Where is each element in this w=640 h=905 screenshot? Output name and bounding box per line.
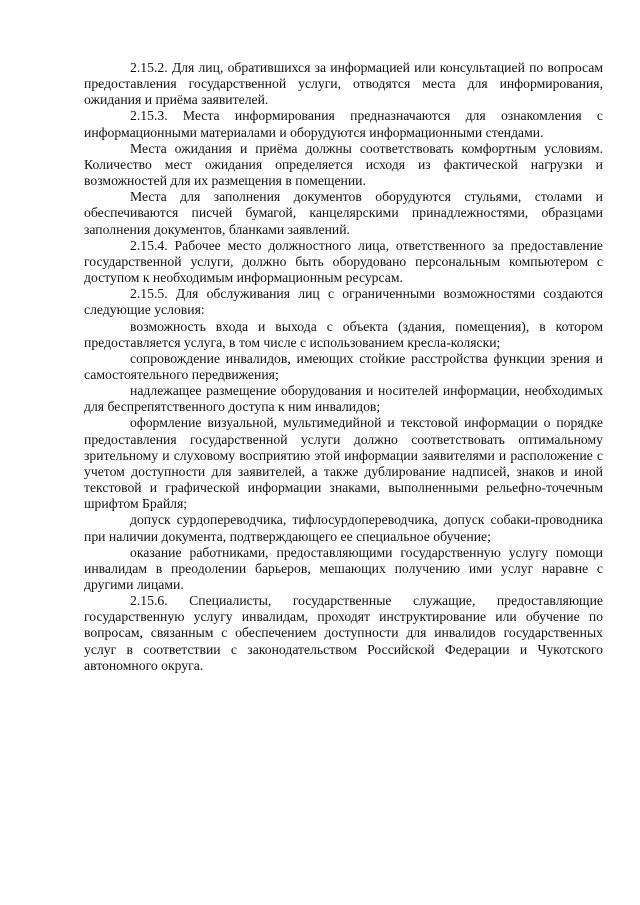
list-item-information-design: оформление визуальной, мультимедийной и текстовой информации о порядке предоставления государственной услуги должно соответствовать оптимальному зрительному и слуховому восприятию этой информации заявителями и расположение с учетом доступности для заявителей, а также дублирование надписей, знаков и иной текстовой и графической информации знаками, выполненными рельефно-точечным шрифтом Брайля; [84,415,603,512]
list-item-equipment-placement: надлежащее размещение оборудования и носителей информации, необходимых для беспрепятственного доступа к ним инвалидов; [84,383,603,415]
paragraph-2-15-6: 2.15.6. Специалисты, государственные служащие, предоставляющие государственную услугу инвалидам, проходят инструктирование или обучение по вопросам, связанным с обеспечением доступности для инвалидов государственных услуг в соответствии с законодательством Российской Федерации и Чукотского автономного округа. [84,593,603,673]
list-item-escort: сопровождение инвалидов, имеющих стойкие расстройства функции зрения и самостоятельного передвижения; [84,350,603,382]
list-item-staff-assistance: оказание работниками, предоставляющими государственную услугу помощи инвалидам в преодолении барьеров, мешающих получению ими услуг наравне с другими лицами. [84,544,603,592]
document-page [84,60,603,674]
list-item-interpreter-access: допуск сурдопереводчика, тифлосурдопереводчика, допуск собаки-проводника при наличии документа, подтверждающего ее специальное обучение; [84,512,603,544]
list-item-entrance-access: возможность входа и выхода с объекта (здания, помещения), в котором предоставляется услуга, в том числе с использованием кресла-коляски; [84,318,603,350]
paragraph-2-15-5: 2.15.5. Для обслуживания лиц с ограниченными возможностями создаются следующие условия: [84,286,603,318]
paragraph-2-15-4: 2.15.4. Рабочее место должностного лица, ответственного за предоставление государственной услуги, должно быть оборудовано персональным компьютером с доступом к необходимым информационным ресурсам. [84,237,603,286]
paragraph-2-15-3: 2.15.3. Места информирования предназначаются для ознакомления с информационными материалами и оборудуются информационными стендами. [84,108,603,140]
paragraph-waiting-places: Места ожидания и приёма должны соответствовать комфортным условиям. Количество мест ожидания определяется исходя из фактической нагрузки и возможностей для их размещения в помещении. [84,140,603,189]
paragraph-2-15-2: 2.15.2. Для лиц, обратившихся за информацией или консультацией по вопросам предоставления государственной услуги, отводятся места для информирования, ожидания и приёма заявителей. [84,60,603,108]
paragraph-form-filling-places: Места для заполнения документов оборудуются стульями, столами и обеспечиваются писчей бумагой, канцелярскими принадлежностями, образцами заполнения документов, бланками заявлений. [84,189,603,237]
